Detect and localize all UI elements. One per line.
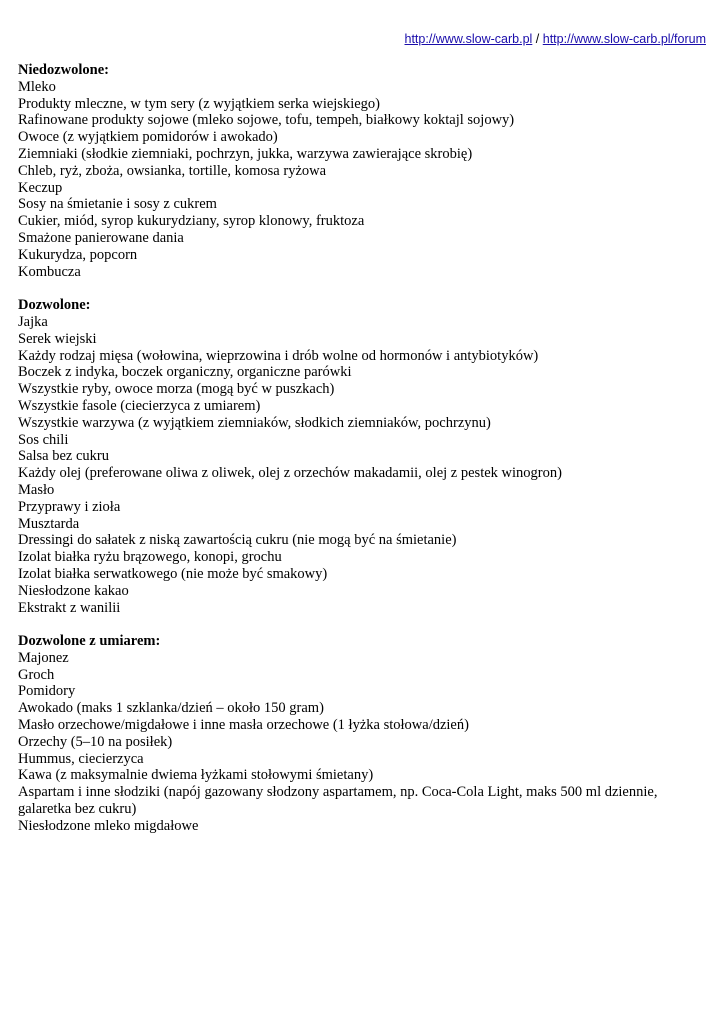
list-item: Produkty mleczne, w tym sery (z wyjątkiem serka wiejskiego) — [18, 95, 380, 112]
list-item: Kawa (z maksymalnie dwiema łyżkami stołowymi śmietany) — [18, 767, 374, 784]
list-item: Wszystkie fasole (ciecierzyca z umiarem) — [18, 397, 261, 414]
section-moderate — [18, 633, 708, 835]
list-item: Izolat białka ryżu brązowego, konopi, grochu — [18, 549, 282, 566]
list-item: Wszystkie ryby, owoce morza (mogą być w puszkach) — [18, 381, 335, 398]
list-item: Sos chili — [18, 431, 69, 448]
list-item: Groch — [18, 666, 55, 683]
document-body — [18, 62, 708, 835]
section-forbidden — [18, 62, 708, 280]
list-item: Niesłodzone kakao — [18, 582, 129, 599]
site-link[interactable]: http://www.slow-carb.pl — [404, 32, 533, 46]
list-item: Masło orzechowe/migdałowe i inne masła orzechowe (1 łyżka stołowa/dzień) — [18, 717, 469, 734]
list-item: Ziemniaki (słodkie ziemniaki, pochrzyn, jukka, warzywa zawierające skrobię) — [18, 145, 473, 162]
item-list — [18, 314, 708, 616]
list-item: Rafinowane produkty sojowe (mleko sojowe, tofu, tempeh, białkowy koktajl sojowy) — [18, 112, 515, 129]
list-item: Aspartam i inne słodziki (napój gazowany słodzony aspartamem, np. Coca-Cola Light, maks 500 ml dziennie, galaretka bez cukru) — [18, 784, 658, 818]
section-title: Niedozwolone: — [18, 62, 110, 78]
list-item: Mleko — [18, 78, 56, 95]
list-item: Sosy na śmietanie i sosy z cukrem — [18, 196, 217, 213]
section-allowed — [18, 297, 708, 616]
list-item: Jajka — [18, 313, 48, 330]
list-item: Musztarda — [18, 515, 80, 532]
list-item: Boczek z indyka, boczek organiczny, organiczne parówki — [18, 364, 352, 381]
list-item: Chleb, ryż, zboża, owsianka, tortille, komosa ryżowa — [18, 162, 327, 179]
list-item: Keczup — [18, 179, 63, 196]
list-item: Pomidory — [18, 683, 76, 700]
list-item: Każdy olej (preferowane oliwa z oliwek, olej z orzechów makadamii, olej z pestek winogron) — [18, 465, 562, 482]
list-item: Owoce (z wyjątkiem pomidorów i awokado) — [18, 129, 278, 146]
list-item: Dressingi do sałatek z niską zawartością cukru (nie mogą być na śmietanie) — [18, 532, 457, 549]
list-item: Awokado (maks 1 szklanka/dzień – około 150 gram) — [18, 700, 324, 717]
list-item: Każdy rodzaj mięsa (wołowina, wieprzowina i drób wolne od hormonów i antybiotyków) — [18, 347, 539, 364]
header-links — [405, 31, 707, 47]
list-item: Smażone panierowane dania — [18, 229, 184, 246]
list-item: Orzechy (5–10 na posiłek) — [18, 733, 173, 750]
link-separator: / — [532, 32, 543, 46]
list-item: Kombucza — [18, 263, 81, 280]
list-item: Przyprawy i zioła — [18, 498, 121, 515]
list-item: Niesłodzone mleko migdałowe — [18, 817, 199, 834]
item-list — [18, 79, 708, 281]
list-item: Wszystkie warzywa (z wyjątkiem ziemniaków, słodkich ziemniaków, pochrzynu) — [18, 414, 491, 431]
list-item: Hummus, ciecierzyca — [18, 750, 144, 767]
list-item: Izolat białka serwatkowego (nie może być smakowy) — [18, 565, 328, 582]
section-title: Dozwolone: — [18, 297, 91, 314]
list-item: Kukurydza, popcorn — [18, 246, 138, 263]
list-item: Salsa bez cukru — [18, 448, 109, 465]
forum-link[interactable]: http://www.slow-carb.pl/forum — [542, 32, 706, 46]
list-item: Majonez — [18, 649, 69, 666]
list-item: Ekstrakt z wanilii — [18, 599, 121, 616]
list-item: Serek wiejski — [18, 330, 97, 347]
section-title: Dozwolone z umiarem: — [18, 633, 161, 650]
list-item: Cukier, miód, syrop kukurydziany, syrop klonowy, fruktoza — [18, 213, 365, 230]
item-list — [18, 650, 708, 835]
list-item: Masło — [18, 481, 55, 498]
